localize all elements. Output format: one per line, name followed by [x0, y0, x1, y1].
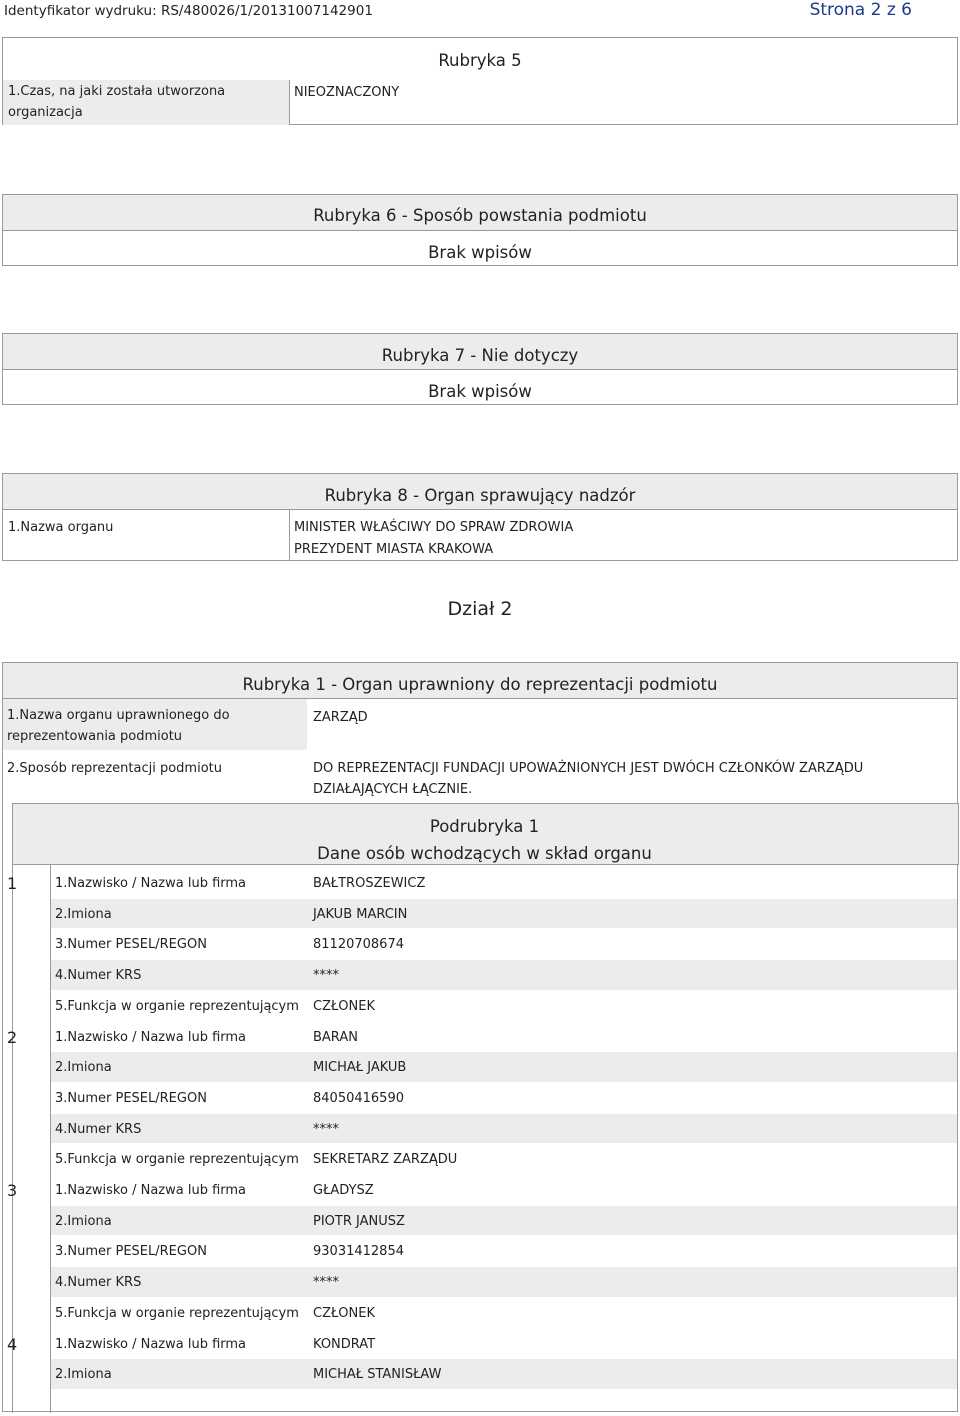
rubryka-7-title: Rubryka 7 - Nie dotyczy — [381, 346, 579, 365]
rubryka-5-section — [2, 37, 958, 125]
d2r1-label-1: 1.Nazwa organu uprawnionego do reprezentowania podmiotu — [7, 708, 230, 744]
member-field-label: 4.Numer KRS — [55, 1275, 142, 1291]
member-field-value: 93031412854 — [313, 1244, 404, 1260]
divider — [289, 80, 290, 125]
member-field-label: 5.Funkcja w organie reprezentującym — [55, 1305, 299, 1321]
member-field-row-bg — [51, 1267, 957, 1297]
rubryka-5-label: 1.Czas, na jaki została utworzona organizacja — [8, 84, 226, 120]
member-field-value: **** — [313, 1275, 339, 1291]
member-field-label: 1.Nazwisko / Nazwa lub firma — [55, 1336, 247, 1352]
rubryka-8-value-2: PREZYDENT MIASTA KRAKOWA — [294, 542, 494, 557]
rubryka-6-value: Brak wpisów — [428, 243, 532, 262]
section-title-dzial-2: Dział 2 — [447, 598, 513, 620]
member-field-value: 81120708674 — [313, 937, 404, 953]
member-field-value: BARAN — [313, 1029, 358, 1045]
member-field-row-bg — [51, 1052, 957, 1082]
dzial-2-rubryka-1-section — [2, 662, 958, 1412]
member-field-value: MICHAŁ JAKUB — [313, 1060, 407, 1076]
members-left-border — [12, 865, 13, 1413]
d2r1-value-2: DO REPREZENTACJI FUNDACJI UPOWAŻNIONYCH JEST DWÓCH CZŁONKÓW ZARZĄDU DZIAŁAJĄCYCH ŁĄCZNIE. — [313, 761, 864, 797]
rubryka-8-section — [2, 473, 958, 561]
member-field-row-bg — [51, 1206, 957, 1236]
podrubryka-subtitle: Dane osób wchodzących w skład organu — [317, 844, 652, 863]
member-field-label: 4.Numer KRS — [55, 1121, 142, 1137]
member-field-row-bg — [51, 1359, 957, 1389]
member-field-label: 2.Imiona — [55, 906, 112, 922]
member-field-value: CZŁONEK — [313, 1305, 375, 1321]
rubryka-8-value-1: MINISTER WŁAŚCIWY DO SPRAW ZDROWIA — [294, 520, 574, 535]
rubryka-5-value: NIEOZNACZONY — [294, 85, 400, 100]
member-field-row-bg — [51, 899, 957, 929]
member-field-label: 1.Nazwisko / Nazwa lub firma — [55, 1183, 247, 1198]
member-field-label: 2.Imiona — [55, 1367, 112, 1383]
member-field-label: 1.Nazwisko / Nazwa lub firma — [55, 1029, 247, 1045]
rubryka-6-title: Rubryka 6 - Sposób powstania podmiotu — [313, 206, 647, 225]
member-field-label: 2.Imiona — [55, 1213, 112, 1229]
member-number: 1 — [7, 874, 18, 893]
member-field-label: 3.Numer PESEL/REGON — [55, 1244, 207, 1260]
divider — [289, 510, 290, 561]
member-field-value: KONDRAT — [313, 1336, 376, 1352]
rubryka-5-title: Rubryka 5 — [438, 51, 522, 70]
member-number: 2 — [7, 1027, 18, 1047]
d2r1-title: Rubryka 1 - Organ uprawniony do reprezentacji podmiotu — [242, 675, 718, 694]
d2r1-label-2: 2.Sposób reprezentacji podmiotu — [7, 761, 222, 776]
rubryka-7-section — [2, 333, 958, 405]
member-field-row-bg — [51, 960, 957, 990]
member-field-label: 4.Numer KRS — [55, 968, 142, 984]
page-number: Strona 2 z 6 — [809, 0, 912, 20]
member-field-value: BAŁTROSZEWICZ — [313, 876, 426, 891]
rubryka-8-label: 1.Nazwa organu — [8, 520, 114, 535]
member-field-label: 3.Numer PESEL/REGON — [55, 937, 207, 953]
rubryka-7-value: Brak wpisów — [428, 382, 532, 401]
member-field-value: 84050416590 — [313, 1090, 404, 1106]
member-field-value: **** — [313, 968, 339, 984]
member-field-label: 5.Funkcja w organie reprezentującym — [55, 998, 299, 1014]
member-field-value: PIOTR JANUSZ — [313, 1213, 405, 1229]
rubryka-6-section — [2, 194, 958, 266]
member-field-label: 1.Nazwisko / Nazwa lub firma — [55, 876, 247, 891]
member-field-value: **** — [313, 1121, 339, 1137]
member-field-value: CZŁONEK — [313, 998, 375, 1014]
podrubryka-title: Podrubryka 1 — [429, 817, 540, 836]
member-field-value: JAKUB MARCIN — [313, 906, 408, 922]
d2r1-value-1: ZARZĄD — [313, 710, 368, 725]
member-number: 3 — [7, 1181, 18, 1200]
rubryka-8-title: Rubryka 8 - Organ sprawujący nadzór — [324, 486, 636, 505]
member-field-label: 2.Imiona — [55, 1060, 112, 1076]
member-number: 4 — [7, 1334, 18, 1354]
member-field-label: 5.Funkcja w organie reprezentującym — [55, 1152, 299, 1168]
member-field-label: 3.Numer PESEL/REGON — [55, 1090, 207, 1106]
print-identifier: Identyfikator wydruku: RS/480026/1/20131007142901 — [4, 3, 373, 19]
member-field-value: GŁADYSZ — [313, 1183, 374, 1198]
member-field-row-bg — [51, 1114, 957, 1144]
member-field-value: MICHAŁ STANISŁAW — [313, 1367, 442, 1383]
member-field-value: SEKRETARZ ZARZĄDU — [313, 1152, 458, 1168]
